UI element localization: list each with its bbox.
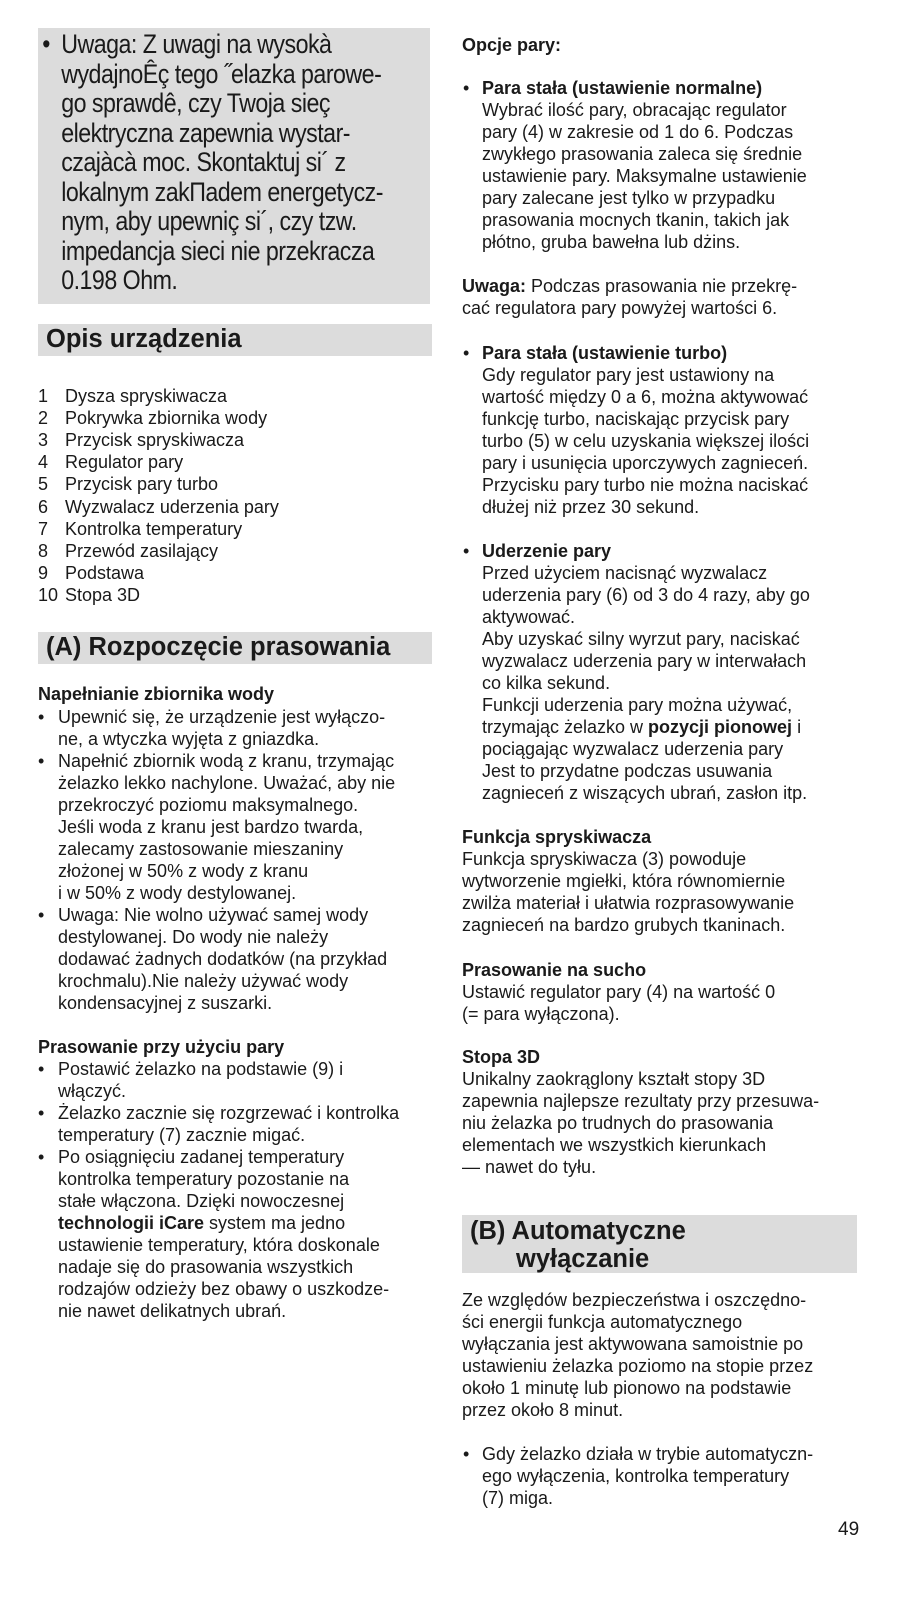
parts-list-item bbox=[38, 540, 218, 562]
parts-list-label: Kontrolka temperatury bbox=[65, 518, 243, 539]
text-line: żelazko lekko nachylone. Uważać, aby nie bbox=[58, 773, 396, 793]
parts-list-number: 6 bbox=[38, 496, 49, 517]
parts-list-item bbox=[38, 518, 242, 540]
parts-list-label: Podstawa bbox=[65, 562, 145, 583]
text-line: Wybrać ilość pary, obracając regulator bbox=[482, 100, 787, 120]
text-line: przekroczyć poziomu maksymalnego. bbox=[58, 795, 359, 815]
text-line: rodzajów odzieży bez obawy o uszkodze- bbox=[58, 1279, 390, 1299]
parts-list-label: Dysza spryskiwacza bbox=[65, 386, 228, 406]
text-line: cać regulatora pary powyżej wartości 6. bbox=[462, 298, 778, 318]
text-line: zagnieceń z wiszących ubrań, zasłon itp. bbox=[482, 783, 808, 803]
text-line: wytworzenie mgiełki, która równomiernie bbox=[462, 871, 786, 891]
text-line bbox=[462, 275, 797, 297]
parts-list-label: Przycisk pary turbo bbox=[65, 474, 219, 495]
parts-list-item bbox=[38, 429, 244, 451]
parts-list-label: Regulator pary bbox=[65, 452, 184, 473]
text-line: Po osiągnięciu zadanej temperatury bbox=[58, 1147, 345, 1167]
parts-list-number: 7 bbox=[38, 518, 49, 539]
text-line: przez około 8 minut. bbox=[462, 1400, 624, 1420]
text-run: trzymając żelazko w bbox=[482, 717, 649, 737]
text-line: pary zalecane jest tylko w przypadku bbox=[482, 188, 776, 208]
subheading: Para stała (ustawienie turbo) bbox=[482, 343, 728, 363]
text-line: Napełnić zbiornik wodą z kranu, trzymając bbox=[58, 751, 395, 771]
text-line: Uwaga: Nie wolno używać samej wody bbox=[58, 905, 369, 925]
text-line: uderzenia pary (6) od 3 do 4 razy, aby go bbox=[482, 585, 810, 605]
text-line: destylowanej. Do wody nie należy bbox=[58, 927, 329, 947]
text-line: włączyć. bbox=[58, 1081, 127, 1101]
text-line: płótno, gruba bawełna lub dżins. bbox=[482, 232, 741, 252]
text-line: ustawienie temperatury, która doskonale bbox=[58, 1235, 380, 1255]
text-line: wyłączania jest aktywowana samoistnie po bbox=[462, 1334, 804, 1354]
text-line: (7) miga. bbox=[482, 1488, 554, 1508]
parts-list-item bbox=[38, 584, 140, 606]
text-line: nadaje się do prasowania wszystkich bbox=[58, 1257, 354, 1277]
text-line: ne, a wtyczka wyjęta z gniazdka. bbox=[58, 729, 320, 749]
text-line: nie nawet delikatnych ubrań. bbox=[58, 1301, 287, 1321]
parts-list-number: 5 bbox=[38, 474, 49, 495]
bullet-icon: • bbox=[38, 905, 45, 925]
text-line: zwykłego prasowania zaleca się średnie bbox=[482, 144, 803, 164]
section-heading-b-line1: (B) Automatyczne bbox=[470, 1217, 686, 1245]
bullet-icon: • bbox=[38, 751, 45, 771]
warning-line: czajàcà moc. Skontaktuj si´ z bbox=[61, 147, 346, 177]
parts-list-item bbox=[38, 451, 183, 473]
subheading: Para stała (ustawienie normalne) bbox=[482, 78, 763, 98]
parts-list-label: Wyzwalacz uderzenia pary bbox=[65, 496, 279, 517]
text-line: — nawet do tyłu. bbox=[462, 1157, 597, 1177]
text-line: elementach we wszystkich kierunkach bbox=[462, 1135, 767, 1155]
parts-list-number: 9 bbox=[38, 562, 49, 583]
warning-line: Uwaga: Z uwagi na wysokà bbox=[61, 29, 332, 59]
text-line: dłużej niż przez 30 sekund. bbox=[482, 497, 700, 517]
text-line: Funkcji uderzenia pary można używać, bbox=[482, 695, 793, 715]
parts-list-number: 4 bbox=[38, 452, 49, 473]
bold-text: Uwaga: bbox=[462, 276, 527, 296]
text-line: Gdy regulator pary jest ustawiony na bbox=[482, 365, 775, 385]
text-line: Żelazko zacznie się rozgrzewać i kontrolka bbox=[58, 1103, 400, 1123]
parts-list-item bbox=[38, 473, 218, 495]
bold-text: pozycji pionowej bbox=[648, 717, 793, 737]
bullet-icon: • bbox=[463, 1444, 470, 1464]
parts-list-item bbox=[38, 496, 279, 518]
warning-line: nym, aby upewniç si´, czy tzw. bbox=[61, 206, 357, 236]
text-line: Gdy żelazko działa w trybie automatyczn- bbox=[482, 1444, 814, 1464]
bullet-icon: • bbox=[38, 707, 45, 727]
text-line: Ze względów bezpieczeństwa i oszczędno- bbox=[462, 1290, 807, 1310]
subheading: Funkcja spryskiwacza bbox=[462, 827, 652, 847]
text-line: zagnieceń na bardzo grubych tkaninach. bbox=[462, 915, 786, 935]
text-line: Ustawić regulator pary (4) na wartość 0 bbox=[462, 982, 776, 1002]
text-line: zalecamy zastosowanie mieszaniny bbox=[58, 839, 344, 859]
text-line: Przed użyciem nacisnąć wyzwalacz bbox=[482, 563, 768, 583]
subheading: Uderzenie pary bbox=[482, 541, 612, 561]
text-line: Jest to przydatne podczas usuwania bbox=[482, 761, 773, 781]
bullet-icon: • bbox=[463, 343, 470, 363]
text-line: co kilka sekund. bbox=[482, 673, 611, 693]
parts-list-item bbox=[38, 385, 227, 407]
text-line: (= para wyłączona). bbox=[462, 1004, 620, 1024]
subheading: Prasowanie przy użyciu pary bbox=[38, 1037, 285, 1057]
text-run: system ma jedno bbox=[204, 1213, 346, 1233]
text-line: kondensacyjnej z suszarki. bbox=[58, 993, 273, 1013]
bullet-icon: • bbox=[38, 1103, 45, 1123]
parts-list-number: 1 bbox=[38, 386, 49, 406]
text-line: ustawienie pary. Maksymalne ustawienie bbox=[482, 166, 807, 186]
text-line: Aby uzyskać silny wyrzut pary, naciskać bbox=[482, 629, 800, 649]
text-line: Funkcja spryskiwacza (3) powoduje bbox=[462, 849, 747, 869]
subheading: Prasowanie na sucho bbox=[462, 960, 647, 980]
text-line bbox=[58, 1212, 345, 1234]
text-line: zwilża materiał i ułatwia rozprasowywanie bbox=[462, 893, 795, 913]
parts-list-item bbox=[38, 562, 144, 584]
warning-line: wydajnoÊç tego ˝elazka parowe- bbox=[61, 58, 382, 89]
section-heading-b bbox=[462, 1215, 857, 1273]
warning-line: impedancja sieci nie przekracza bbox=[61, 235, 375, 266]
text-line: stałe włączona. Dzięki nowoczesnej bbox=[58, 1191, 345, 1211]
warning-line: lokalnym zakПadem energetycz- bbox=[61, 176, 383, 207]
text-line: ustawieniu żelazka poziomo na stopie przez bbox=[462, 1356, 814, 1376]
text-line: pary (4) w zakresie od 1 do 6. Podczas bbox=[482, 122, 794, 142]
warning-line: go sprawdê, czy Twoja sieç bbox=[61, 88, 331, 118]
parts-list-number: 3 bbox=[38, 430, 49, 451]
text-line: i w 50% z wody destylowanej. bbox=[58, 883, 297, 903]
text-line: pary i usunięcia uporczywych zagnieceń. bbox=[482, 453, 809, 473]
text-line: krochmalu).Nie należy używać wody bbox=[58, 971, 349, 991]
text-line: Upewnić się, że urządzenie jest wyłączo- bbox=[58, 707, 386, 727]
text-line: wartość między 0 a 6, można aktywować bbox=[482, 387, 809, 407]
parts-list-number: 8 bbox=[38, 540, 49, 561]
text-line: prasowania mocnych tkanin, takich jak bbox=[482, 210, 790, 230]
parts-list-label: Pokrywka zbiornika wody bbox=[65, 408, 268, 429]
page-number: 49 bbox=[838, 1519, 860, 1540]
text-line: Unikalny zaokrąglony kształt stopy 3D bbox=[462, 1069, 766, 1089]
text-line: około 1 minutę lub pionowo na podstawie bbox=[462, 1378, 792, 1398]
text-line: kontrolka temperatury pozostanie na bbox=[58, 1169, 350, 1189]
bold-text: technologii iCare bbox=[58, 1213, 205, 1233]
text-line: niu żelazka po trudnych do prasowania bbox=[462, 1113, 774, 1133]
text-line: pociągając wyzwalacz uderzenia pary bbox=[482, 739, 784, 759]
parts-list-number: 10 bbox=[38, 584, 59, 605]
bullet-icon: • bbox=[463, 78, 470, 98]
warning-line: elektryczna zapewnia wystar- bbox=[61, 117, 351, 148]
subheading: Opcje pary: bbox=[462, 35, 562, 55]
text-line: ego wyłączenia, kontrolka temperatury bbox=[482, 1466, 790, 1486]
parts-list-number: 2 bbox=[38, 408, 49, 429]
text-line: temperatury (7) zacznie migać. bbox=[58, 1125, 306, 1145]
text-line: Jeśli woda z kranu jest bardzo twarda, bbox=[58, 817, 364, 837]
section-heading-opis: Opis urządzenia bbox=[38, 324, 432, 356]
text-line: zapewnia najlepsze rezultaty przy przesuwa- bbox=[462, 1091, 820, 1111]
parts-list-label: Przycisk spryskiwacza bbox=[65, 430, 245, 451]
warning-line: 0.198 Ohm. bbox=[61, 265, 178, 295]
subheading: Napełnianie zbiornika wody bbox=[38, 684, 275, 704]
text-line: turbo (5) w celu uzyskania większej ilości bbox=[482, 431, 810, 451]
bullet-icon: • bbox=[38, 1147, 45, 1167]
subheading: Stopa 3D bbox=[462, 1047, 541, 1067]
parts-list-label: Przewód zasilający bbox=[65, 540, 219, 561]
warning-bullet: • bbox=[42, 29, 50, 59]
parts-list-label: Stopa 3D bbox=[65, 584, 141, 605]
text-line: Postawić żelazko na podstawie (9) i bbox=[58, 1059, 344, 1079]
parts-list-item bbox=[38, 407, 267, 429]
text-line: funkcję turbo, naciskając przycisk pary bbox=[482, 409, 790, 429]
text-run: Podczas prasowania nie przekrę- bbox=[526, 276, 798, 296]
text-line bbox=[482, 716, 801, 738]
section-heading-a: (A) Rozpoczęcie prasowania bbox=[38, 632, 432, 664]
text-line: aktywować. bbox=[482, 607, 576, 627]
text-line: dodawać żadnych dodatków (na przykład bbox=[58, 949, 388, 969]
text-line: wyzwalacz uderzenia pary w interwałach bbox=[482, 651, 807, 671]
bullet-icon: • bbox=[463, 541, 470, 561]
text-run: i bbox=[792, 717, 802, 737]
bullet-icon: • bbox=[38, 1059, 45, 1079]
section-heading-b-line2: wyłączanie bbox=[516, 1245, 650, 1273]
text-line: ści energii funkcja automatycznego bbox=[462, 1312, 743, 1332]
text-line: złożonej w 50% z wody z kranu bbox=[58, 861, 309, 881]
warning-text bbox=[44, 30, 429, 296]
text-line: Przycisku pary turbo nie można naciskać bbox=[482, 475, 809, 495]
